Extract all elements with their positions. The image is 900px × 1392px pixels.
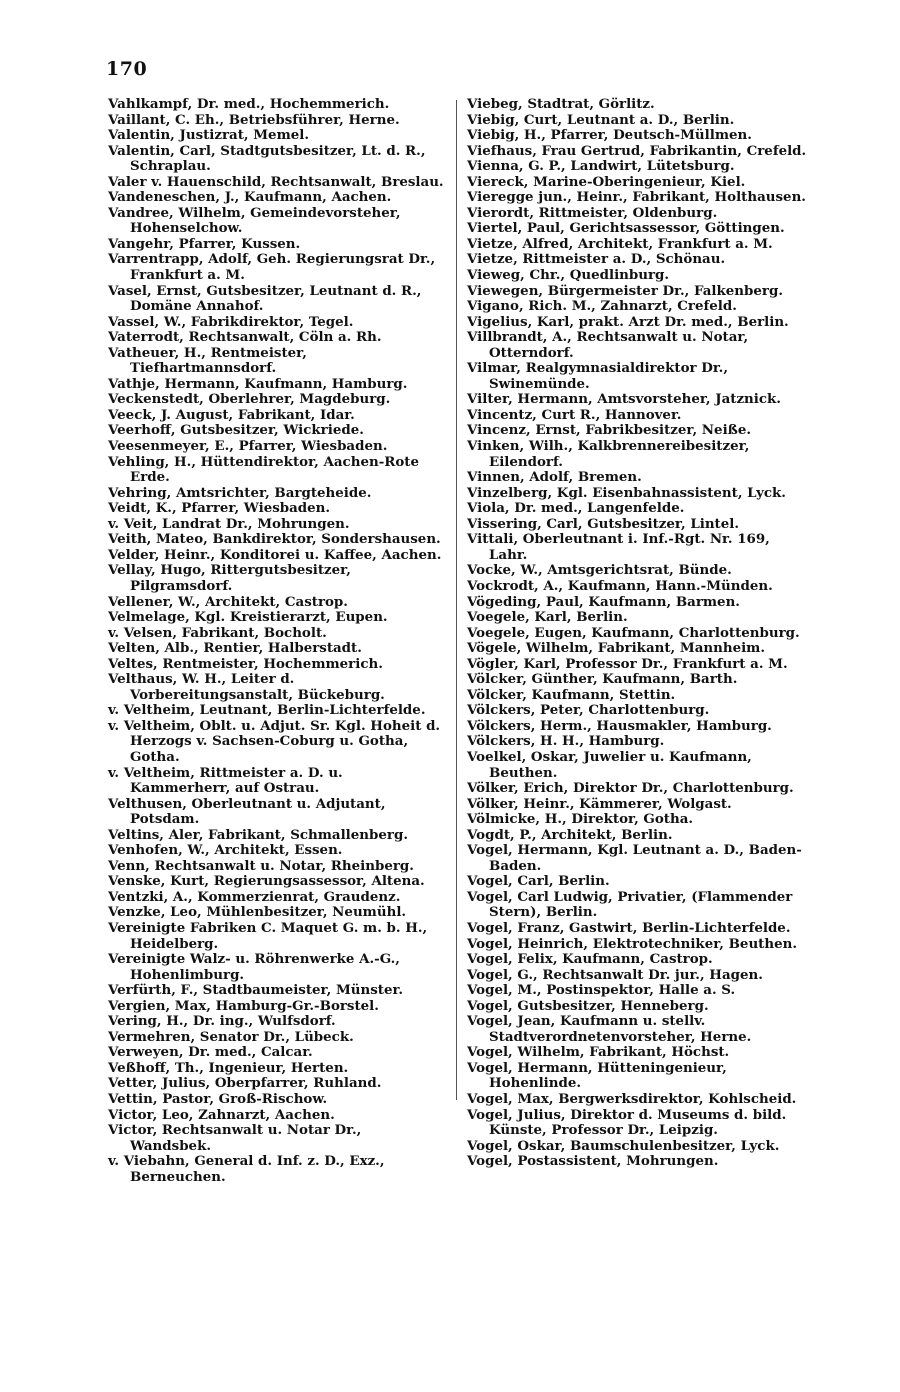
directory-entry: Varrentrapp, Adolf, Geh. Regierungsrat Dr., Frankfurt a. M. xyxy=(108,251,436,284)
directory-entry: Verweyen, Dr. med., Calcar. xyxy=(108,1044,313,1061)
directory-entry: Velthaus, W. H., Leiter d. Vorbereitungsanstalt, Bückeburg. xyxy=(108,671,385,703)
directory-entry: Vergien, Max, Hamburg-Gr.-Borstel. xyxy=(108,997,379,1014)
directory-entry: Viertel, Paul, Gerichtsassessor, Göttingen. xyxy=(467,220,785,237)
directory-entry: Venn, Rechtsanwalt u. Notar, Rheinberg. xyxy=(108,857,414,874)
directory-entry: Vermehren, Senator Dr., Lübeck. xyxy=(108,1028,354,1045)
directory-entry: Viewegen, Bürgermeister Dr., Falkenberg. xyxy=(467,282,783,299)
directory-entry: Viebig, Curt, Leutnant a. D., Berlin. xyxy=(467,111,735,128)
directory-entry: Voelkel, Oskar, Juwelier u. Kaufmann, Beuthen. xyxy=(467,748,752,781)
directory-entry: Vogel, Gutsbesitzer, Henneberg. xyxy=(467,997,709,1014)
directory-entry: Vereinigte Walz- u. Röhrenwerke A.-G., Hohenlimburg. xyxy=(108,951,400,983)
directory-entry: Vehring, Amtsrichter, Bargteheide. xyxy=(108,484,372,501)
directory-entry: Vogel, Max, Bergwerksdirektor, Kohlscheid. xyxy=(467,1091,797,1107)
directory-entry: Vangehr, Pfarrer, Kussen. xyxy=(108,235,301,252)
directory-entry: Velder, Heinr., Konditorei u. Kaffee, Aachen. xyxy=(108,546,442,563)
directory-entry: Vieweg, Chr., Quedlinburg. xyxy=(467,267,670,284)
directory-entry: Vandeneschen, J., Kaufmann, Aachen. xyxy=(108,189,392,206)
directory-entry: Vinken, Wilh., Kalkbrennereibesitzer, Eilendorf. xyxy=(467,438,750,470)
directory-entry: Vilter, Hermann, Amtsvorsteher, Jatznick. xyxy=(467,391,781,408)
right-column xyxy=(467,97,807,1170)
directory-entry: Venske, Kurt, Regierungsassessor, Altena. xyxy=(108,873,425,890)
directory-entry: Veltins, Aler, Fabrikant, Schmallenberg. xyxy=(108,826,408,843)
directory-entry: Vittali, Oberleutnant i. Inf.-Rgt. Nr. 169, Lahr. xyxy=(467,531,770,563)
directory-entry: Veith, Mateo, Bankdirektor, Sondershausen. xyxy=(108,531,441,548)
directory-entry: v. Veit, Landrat Dr., Mohrungen. xyxy=(108,515,350,532)
directory-entry: Viebeg, Stadtrat, Görlitz. xyxy=(467,96,655,112)
directory-entry: Vasel, Ernst, Gutsbesitzer, Leutnant d. R., Domäne Annahof. xyxy=(108,282,422,315)
directory-entry: Vogel, M., Postinspektor, Halle a. S. xyxy=(467,982,736,999)
directory-entry: Vogel, Carl Ludwig, Privatier, (Flammender Stern), Berlin. xyxy=(467,888,793,921)
directory-entry: Völckers, Peter, Charlottenburg. xyxy=(467,702,710,719)
directory-entry: Veidt, K., Pfarrer, Wiesbaden. xyxy=(108,500,331,517)
directory-entry: Vogdt, P., Architekt, Berlin. xyxy=(467,826,673,843)
directory-entry: Völker, Erich, Direktor Dr., Charlottenburg. xyxy=(467,780,794,797)
directory-entry: Veesenmeyer, E., Pfarrer, Wiesbaden. xyxy=(108,438,388,455)
directory-entry: Vissering, Carl, Gutsbesitzer, Lintel. xyxy=(467,515,740,532)
directory-entry: Victor, Leo, Zahnarzt, Aachen. xyxy=(108,1106,335,1123)
directory-entry: Velten, Alb., Rentier, Halberstadt. xyxy=(108,640,362,657)
directory-entry: Vienna, G. P., Landwirt, Lütetsburg. xyxy=(467,158,735,175)
directory-entry: Völker, Heinr., Kämmerer, Wolgast. xyxy=(467,795,732,812)
directory-entry: Vögele, Wilhelm, Fabrikant, Mannheim. xyxy=(467,640,766,657)
directory-entry: Viefhaus, Frau Gertrud, Fabrikantin, Crefeld. xyxy=(467,142,807,159)
directory-entry: Vaterrodt, Rechtsanwalt, Cöln a. Rh. xyxy=(108,329,382,346)
directory-entry: Völckers, Herm., Hausmakler, Hamburg. xyxy=(467,717,772,734)
directory-entry: Vogel, Oskar, Baumschulenbesitzer, Lyck. xyxy=(467,1137,780,1154)
directory-entry: Ventzki, A., Kommerzienrat, Graudenz. xyxy=(108,888,401,905)
directory-entry: Vogel, Jean, Kaufmann u. stellv. Stadtverordnetenvorsteher, Herne. xyxy=(467,1013,752,1045)
directory-entry: Vogel, Wilhelm, Fabrikant, Höchst. xyxy=(467,1044,730,1061)
directory-entry: Vogel, Postassistent, Mohrungen. xyxy=(467,1153,719,1170)
directory-entry: Vierordt, Rittmeister, Oldenburg. xyxy=(467,204,718,221)
directory-entry: Vellener, W., Architekt, Castrop. xyxy=(108,593,348,610)
directory-entry: Valentin, Justizrat, Memel. xyxy=(108,127,310,144)
directory-entry: Vogel, Carl, Berlin. xyxy=(467,873,610,890)
directory-entry: Vigelius, Karl, prakt. Arzt Dr. med., Berlin. xyxy=(467,313,789,330)
directory-entry: Venhofen, W., Architekt, Essen. xyxy=(108,842,343,859)
directory-entry: Vassel, W., Fabrikdirektor, Tegel. xyxy=(108,313,354,330)
directory-entry: Völcker, Günther, Kaufmann, Barth. xyxy=(467,671,738,688)
directory-entry: Vieregge jun., Heinr., Fabrikant, Holthausen. xyxy=(467,189,806,206)
directory-entry: v. Velsen, Fabrikant, Bocholt. xyxy=(108,624,327,641)
directory-entry: Velthusen, Oberleutnant u. Adjutant, Potsdam. xyxy=(108,795,386,828)
directory-entry: Vincentz, Curt R., Hannover. xyxy=(467,406,682,423)
directory-entry: Vigano, Rich. M., Zahnarzt, Crefeld. xyxy=(467,298,737,315)
directory-entry: Veßhoff, Th., Ingenieur, Herten. xyxy=(108,1059,349,1076)
directory-entry: v. Veltheim, Oblt. u. Adjut. Sr. Kgl. Hoheit d. Herzogs v. Sachsen-Coburg u. Gotha, Gotha. xyxy=(108,717,441,765)
directory-entry: Victor, Rechtsanwalt u. Notar Dr., Wandsbek. xyxy=(108,1122,362,1154)
left-column xyxy=(108,97,446,1185)
directory-entry: Völmicke, H., Direktor, Gotha. xyxy=(467,811,694,828)
directory-entry: Valer v. Hauenschild, Rechtsanwalt, Breslau. xyxy=(108,173,444,190)
directory-entry: Vietze, Alfred, Architekt, Frankfurt a. M. xyxy=(467,235,773,252)
directory-entry: Vatheuer, H., Rentmeister, Tiefhartmannsdorf. xyxy=(108,344,307,377)
directory-entry: v. Veltheim, Leutnant, Berlin-Lichterfelde. xyxy=(108,702,426,719)
directory-entry: Vereinigte Fabriken C. Maquet G. m. b. H., Heidelberg. xyxy=(108,919,428,952)
directory-entry: Velmelage, Kgl. Kreistierarzt, Eupen. xyxy=(108,609,388,626)
directory-entry: Viereck, Marine-Oberingenieur, Kiel. xyxy=(467,173,746,190)
directory-entry: Voegele, Eugen, Kaufmann, Charlottenburg. xyxy=(467,624,800,641)
directory-entry: Vocke, W., Amtsgerichtsrat, Bünde. xyxy=(467,562,732,579)
directory-entry: Vockrodt, A., Kaufmann, Hann.-Münden. xyxy=(467,577,773,594)
directory-entry: Voegele, Karl, Berlin. xyxy=(467,609,628,626)
directory-entry: Vaillant, C. Eh., Betriebsführer, Herne. xyxy=(108,111,400,128)
directory-entry: Vahlkampf, Dr. med., Hochemmerich. xyxy=(108,96,390,112)
directory-entry: Vinzelberg, Kgl. Eisenbahnassistent, Lyck. xyxy=(467,484,786,501)
directory-entry: Veerhoff, Gutsbesitzer, Wickriede. xyxy=(108,422,364,439)
directory-entry: Vogel, Heinrich, Elektrotechniker, Beuthen. xyxy=(467,935,798,952)
directory-entry: Villbrandt, A., Rechtsanwalt u. Notar, Otterndorf. xyxy=(467,329,749,361)
directory-entry: Vehling, H., Hüttendirektor, Aachen-Rote Erde. xyxy=(108,453,420,486)
directory-entry: Vögeding, Paul, Kaufmann, Barmen. xyxy=(467,593,740,610)
page-number: 170 xyxy=(106,58,148,80)
directory-entry: Verfürth, F., Stadtbaumeister, Münster. xyxy=(108,982,403,999)
directory-entry: Vögler, Karl, Professor Dr., Frankfurt a. M. xyxy=(467,655,788,672)
column-divider xyxy=(456,100,457,1100)
directory-entry: Vilmar, Realgymnasialdirektor Dr., Swinemünde. xyxy=(467,360,728,392)
directory-entry: Völckers, H. H., Hamburg. xyxy=(467,733,665,750)
directory-entry: Vettin, Pastor, Groß-Rischow. xyxy=(108,1091,328,1107)
directory-entry: Vincenz, Ernst, Fabrikbesitzer, Neiße. xyxy=(467,422,752,439)
directory-entry: Vering, H., Dr. ing., Wulfsdorf. xyxy=(108,1013,336,1030)
directory-entry: Viola, Dr. med., Langenfelde. xyxy=(467,500,685,517)
directory-entry: Viebig, H., Pfarrer, Deutsch-Müllmen. xyxy=(467,127,752,144)
directory-entry: v. Veltheim, Rittmeister a. D. u. Kammerherr, auf Ostrau. xyxy=(108,764,343,797)
directory-entry: Vogel, Felix, Kaufmann, Castrop. xyxy=(467,951,713,968)
directory-entry: Vathje, Hermann, Kaufmann, Hamburg. xyxy=(108,375,408,392)
directory-entry: Veeck, J. August, Fabrikant, Idar. xyxy=(108,406,355,423)
directory-entry: Vietze, Rittmeister a. D., Schönau. xyxy=(467,251,726,268)
directory-entry: Vetter, Julius, Oberpfarrer, Ruhland. xyxy=(108,1075,382,1092)
directory-entry: Völcker, Kaufmann, Stettin. xyxy=(467,686,676,703)
directory-entry: Venzke, Leo, Mühlenbesitzer, Neumühl. xyxy=(108,904,407,921)
directory-entry: Vogel, Hermann, Hütteningenieur, Hohenlinde. xyxy=(467,1059,727,1092)
directory-entry: Vogel, Franz, Gastwirt, Berlin-Lichterfelde. xyxy=(467,919,791,936)
directory-entry: Vinnen, Adolf, Bremen. xyxy=(467,469,642,486)
directory-entry: Vandree, Wilhelm, Gemeindevorsteher, Hohenselchow. xyxy=(108,204,401,237)
directory-entry: Vogel, G., Rechtsanwalt Dr. jur., Hagen. xyxy=(467,966,763,983)
directory-entry: Vogel, Julius, Direktor d. Museums d. bild. Künste, Professor Dr., Leipzig. xyxy=(467,1106,787,1139)
directory-entry: Veltes, Rentmeister, Hochemmerich. xyxy=(108,655,383,672)
directory-entry: Valentin, Carl, Stadtgutsbesitzer, Lt. d. R., Schraplau. xyxy=(108,142,426,175)
directory-entry: Vogel, Hermann, Kgl. Leutnant a. D., Baden-Baden. xyxy=(467,842,802,874)
directory-entry: v. Viebahn, General d. Inf. z. D., Exz., Berneuchen. xyxy=(108,1153,385,1185)
directory-entry: Vellay, Hugo, Rittergutsbesitzer, Pilgramsdorf. xyxy=(108,562,351,594)
directory-entry: Veckenstedt, Oberlehrer, Magdeburg. xyxy=(108,391,391,408)
